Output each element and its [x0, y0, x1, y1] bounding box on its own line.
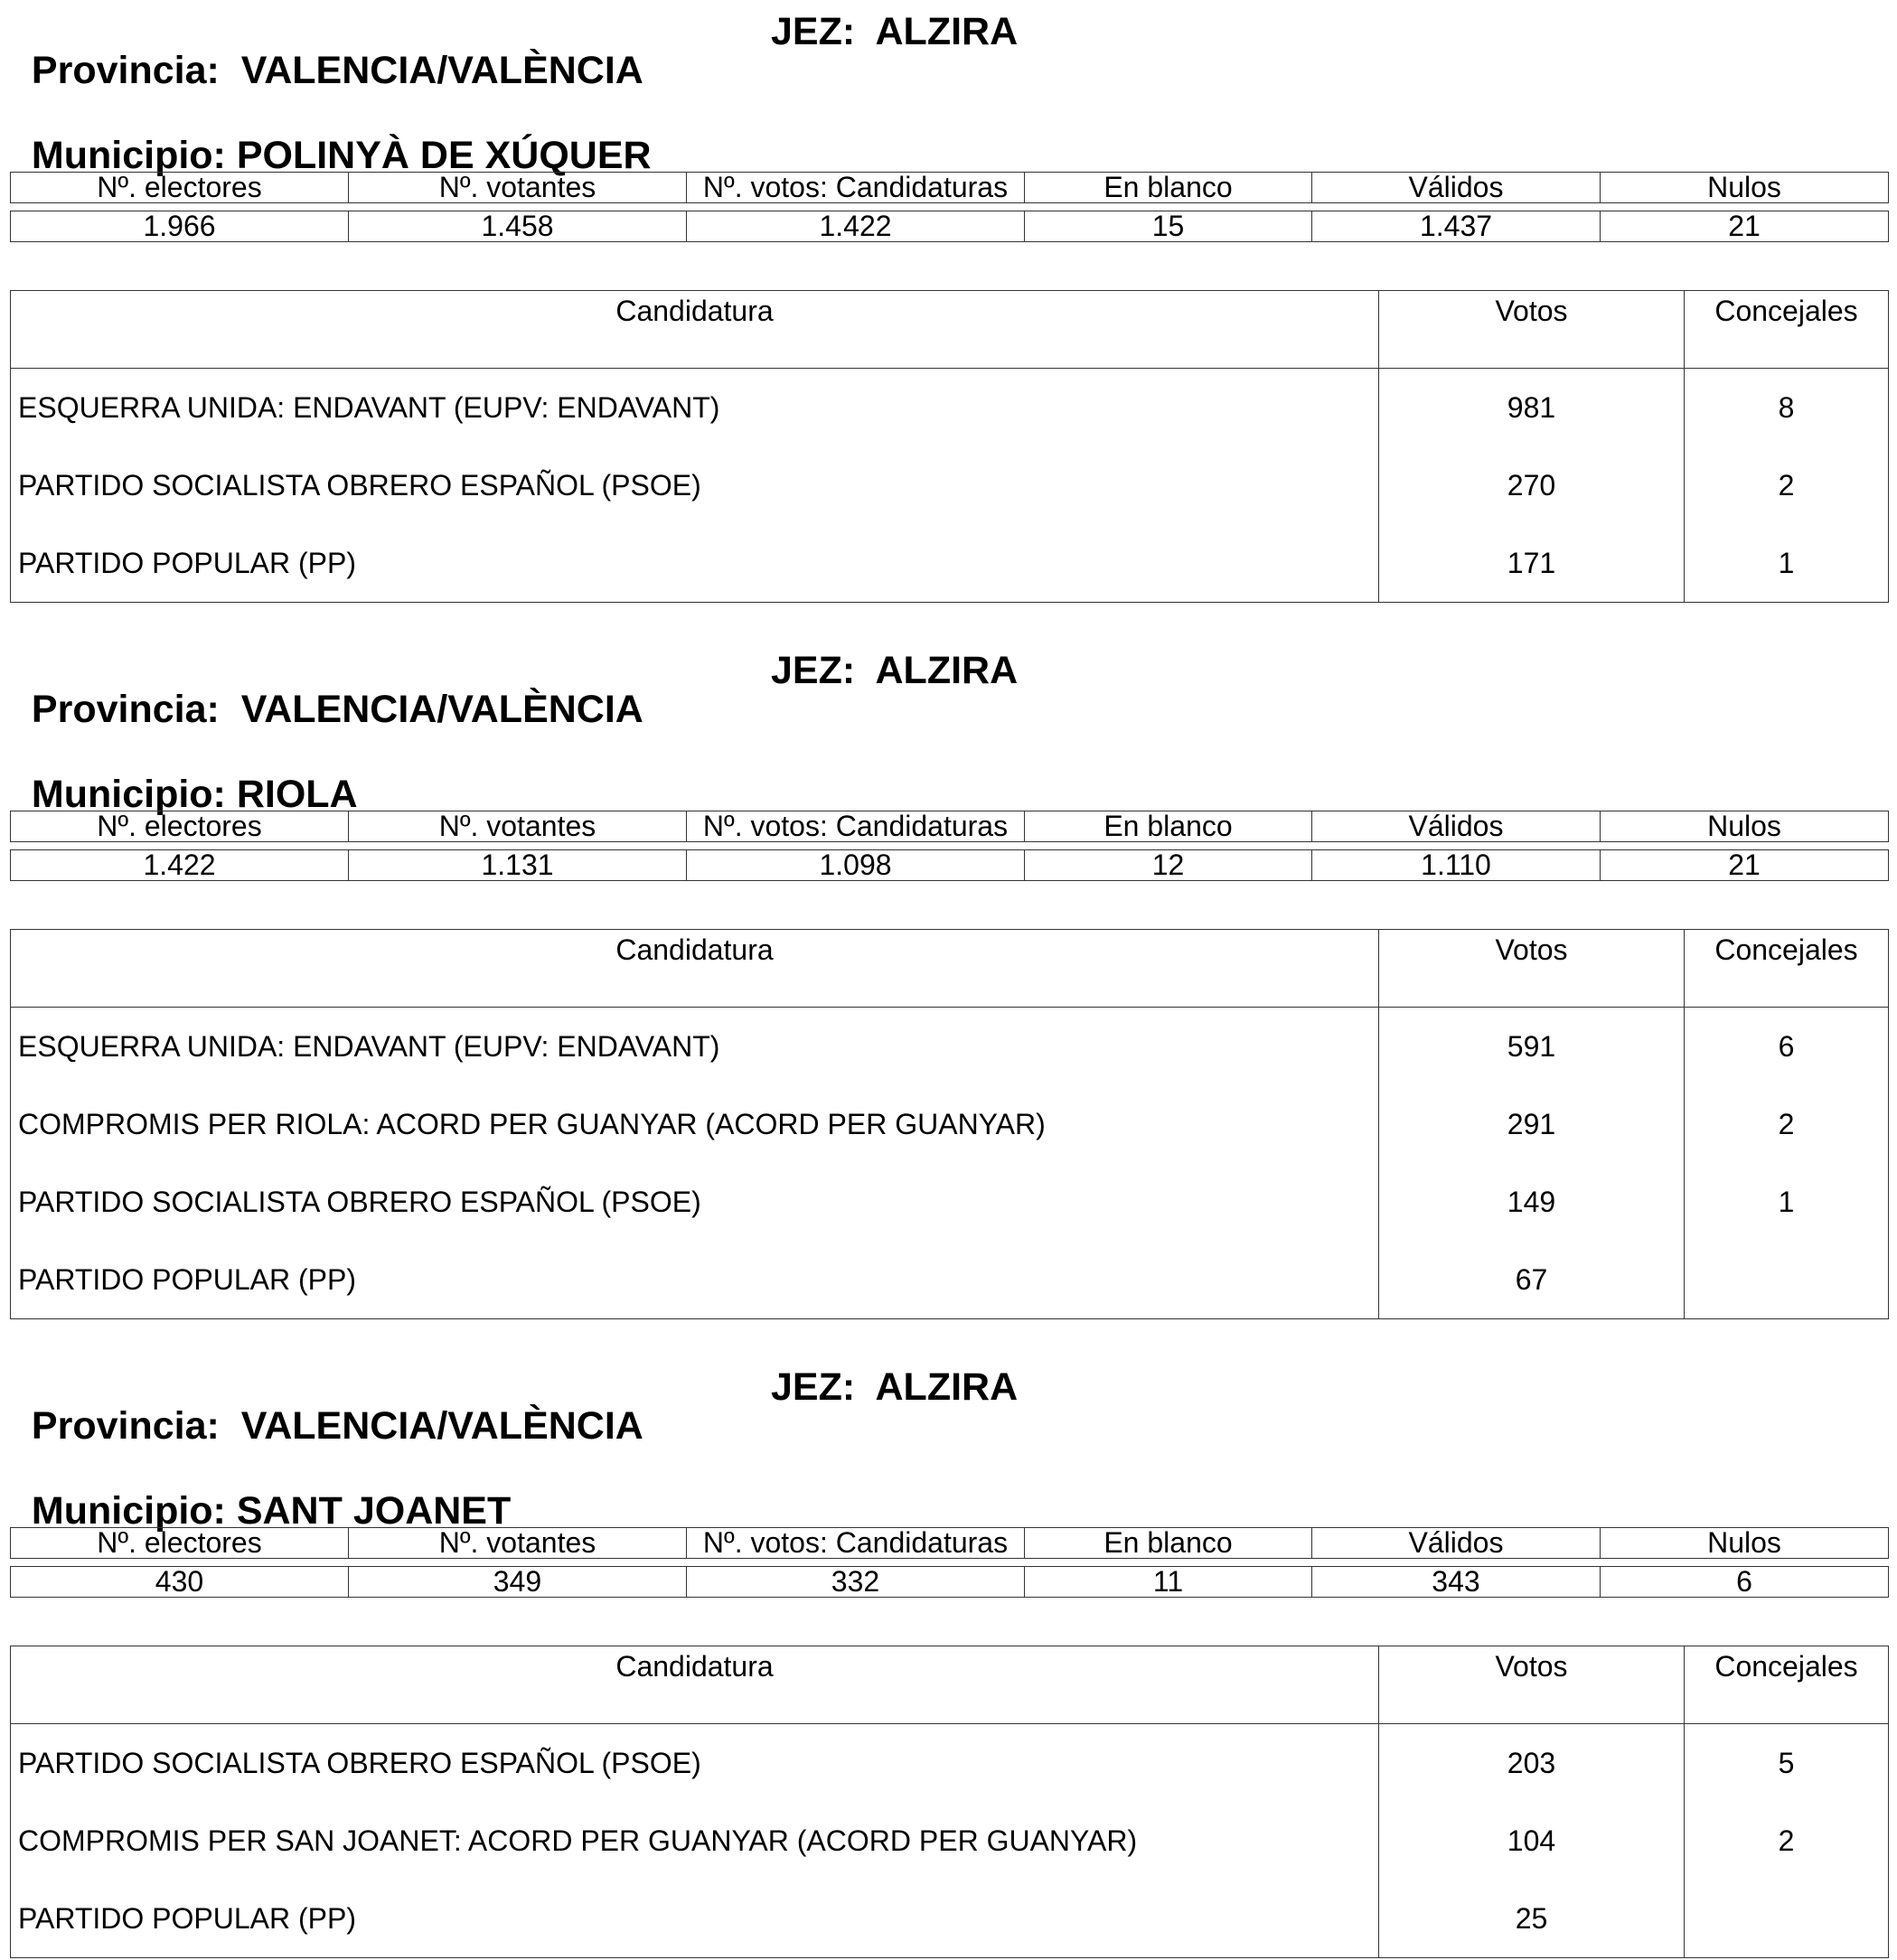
table-row [11, 1241, 1889, 1319]
candidaturas-header-row [11, 1646, 1889, 1724]
candidatura-name: PARTIDO POPULAR (PP) [11, 1880, 1379, 1958]
stats-header: En blanco [1025, 173, 1312, 203]
stats-value-row [11, 211, 1889, 242]
candidaturas-header-row [11, 291, 1889, 369]
header-concejales: Concejales [1685, 1646, 1889, 1724]
candidatura-concejales: 8 [1685, 369, 1889, 447]
stats-value-votantes: 1.131 [349, 850, 687, 881]
table-row [11, 1802, 1889, 1880]
municipio-label: Municipio: [31, 1489, 226, 1533]
candidatura-concejales [1685, 1880, 1889, 1958]
municipio-value: RIOLA [236, 773, 358, 816]
stats-header: Nº. votos: Candidaturas [687, 811, 1025, 842]
municipio-heading [10, 736, 358, 814]
stats-value-electores: 1.966 [11, 211, 349, 242]
header-votos: Votos [1379, 1646, 1685, 1724]
municipio-label: Municipio: [31, 773, 226, 816]
municipio-value: POLINYÀ DE XÚQUER [236, 134, 652, 177]
stats-value-nulos: 6 [1601, 1567, 1889, 1598]
table-row [11, 1008, 1889, 1086]
stats-header: Nº. electores [11, 811, 349, 842]
jez-heading [771, 10, 1019, 53]
candidatura-votos: 270 [1379, 446, 1685, 524]
stats-value-nulos: 21 [1601, 211, 1889, 242]
candidatura-votos: 25 [1379, 1880, 1685, 1958]
candidaturas-table [10, 290, 1889, 603]
jez-value: ALZIRA [875, 1365, 1019, 1409]
stats-value-votantes: 1.458 [349, 211, 687, 242]
stats-header: Nº. votos: Candidaturas [687, 173, 1025, 203]
stats-header: Nº. electores [11, 173, 349, 203]
stats-value-validos: 343 [1312, 1567, 1601, 1598]
header-candidatura: Candidatura [11, 1646, 1379, 1724]
table-row [11, 524, 1889, 603]
jez-value: ALZIRA [875, 10, 1019, 53]
stats-value-candidaturas: 332 [687, 1567, 1025, 1598]
candidatura-votos: 104 [1379, 1802, 1685, 1880]
provincia-value: VALENCIA/VALÈNCIA [240, 49, 643, 92]
stats-value-candidaturas: 1.098 [687, 850, 1025, 881]
candidatura-votos: 591 [1379, 1008, 1685, 1086]
stats-value-electores: 430 [11, 1567, 349, 1598]
header-votos: Votos [1379, 291, 1685, 369]
candidatura-name: PARTIDO POPULAR (PP) [11, 524, 1379, 603]
stats-header: Nº. votos: Candidaturas [687, 1528, 1025, 1559]
table-row [11, 1724, 1889, 1803]
stats-header: En blanco [1025, 811, 1312, 842]
candidatura-name: PARTIDO SOCIALISTA OBRERO ESPAÑOL (PSOE) [11, 1163, 1379, 1241]
stats-value-blanco: 15 [1025, 211, 1312, 242]
candidatura-name: COMPROMIS PER RIOLA: ACORD PER GUANYAR (ACORD PER GUANYAR) [11, 1085, 1379, 1163]
provincia-label: Provincia: [31, 688, 220, 731]
candidaturas-table [10, 929, 1889, 1319]
municipio-heading [10, 1453, 511, 1531]
stats-header: Nº. votantes [349, 811, 687, 842]
stats-header: Nulos [1601, 173, 1889, 203]
stats-header: Nulos [1601, 811, 1889, 842]
jez-label: JEZ: [771, 649, 856, 692]
candidatura-concejales: 1 [1685, 524, 1889, 603]
header-concejales: Concejales [1685, 291, 1889, 369]
candidatura-votos: 203 [1379, 1724, 1685, 1803]
candidatura-concejales: 2 [1685, 1085, 1889, 1163]
stats-header: Nº. electores [11, 1528, 349, 1559]
stats-header: Válidos [1312, 1528, 1601, 1559]
table-row [11, 446, 1889, 524]
stats-header: Nº. votantes [349, 1528, 687, 1559]
stats-value-blanco: 12 [1025, 850, 1312, 881]
stats-table [10, 172, 1889, 242]
header-candidatura: Candidatura [11, 930, 1379, 1008]
candidaturas-table [10, 1646, 1889, 1958]
stats-value-nulos: 21 [1601, 850, 1889, 881]
candidatura-name: COMPROMIS PER SAN JOANET: ACORD PER GUANYAR (ACORD PER GUANYAR) [11, 1802, 1379, 1880]
jez-value: ALZIRA [875, 649, 1019, 692]
candidatura-votos: 149 [1379, 1163, 1685, 1241]
stats-table [10, 811, 1889, 881]
stats-table [10, 1527, 1889, 1598]
provincia-value: VALENCIA/VALÈNCIA [240, 1404, 643, 1448]
stats-header-row [11, 1528, 1889, 1559]
stats-header-row [11, 811, 1889, 842]
jez-label: JEZ: [771, 10, 856, 53]
candidatura-concejales: 2 [1685, 446, 1889, 524]
jez-label: JEZ: [771, 1365, 856, 1409]
candidatura-concejales [1685, 1241, 1889, 1319]
provincia-value: VALENCIA/VALÈNCIA [240, 688, 643, 731]
stats-value-candidaturas: 1.422 [687, 211, 1025, 242]
jez-heading [771, 1365, 1019, 1409]
table-row [11, 1880, 1889, 1958]
stats-header: Válidos [1312, 811, 1601, 842]
candidatura-name: PARTIDO POPULAR (PP) [11, 1241, 1379, 1319]
stats-header: Válidos [1312, 173, 1601, 203]
candidatura-concejales: 5 [1685, 1724, 1889, 1803]
candidatura-concejales: 2 [1685, 1802, 1889, 1880]
municipio-value: SANT JOANET [236, 1489, 512, 1533]
candidatura-concejales: 6 [1685, 1008, 1889, 1086]
municipio-label: Municipio: [31, 134, 226, 177]
municipio-heading [10, 98, 652, 175]
jez-heading [771, 649, 1019, 692]
stats-header: Nº. votantes [349, 173, 687, 203]
stats-header: En blanco [1025, 1528, 1312, 1559]
stats-value-validos: 1.437 [1312, 211, 1601, 242]
provincia-label: Provincia: [31, 1404, 220, 1448]
stats-value-row [11, 850, 1889, 881]
candidatura-name: PARTIDO SOCIALISTA OBRERO ESPAÑOL (PSOE) [11, 446, 1379, 524]
stats-header-row [11, 173, 1889, 203]
provincia-label: Provincia: [31, 49, 220, 92]
candidatura-name: ESQUERRA UNIDA: ENDAVANT (EUPV: ENDAVANT) [11, 369, 1379, 447]
candidatura-votos: 981 [1379, 369, 1685, 447]
stats-value-electores: 1.422 [11, 850, 349, 881]
table-row [11, 1163, 1889, 1241]
candidatura-votos: 291 [1379, 1085, 1685, 1163]
candidaturas-header-row [11, 930, 1889, 1008]
candidatura-name: PARTIDO SOCIALISTA OBRERO ESPAÑOL (PSOE) [11, 1724, 1379, 1803]
table-row [11, 1085, 1889, 1163]
candidatura-votos: 171 [1379, 524, 1685, 603]
stats-value-votantes: 349 [349, 1567, 687, 1598]
stats-value-row [11, 1567, 1889, 1598]
header-candidatura: Candidatura [11, 291, 1379, 369]
stats-header: Nulos [1601, 1528, 1889, 1559]
candidatura-name: ESQUERRA UNIDA: ENDAVANT (EUPV: ENDAVANT) [11, 1008, 1379, 1086]
table-row [11, 369, 1889, 447]
header-concejales: Concejales [1685, 930, 1889, 1008]
stats-value-validos: 1.110 [1312, 850, 1601, 881]
header-votos: Votos [1379, 930, 1685, 1008]
candidatura-concejales: 1 [1685, 1163, 1889, 1241]
candidatura-votos: 67 [1379, 1241, 1685, 1319]
stats-value-blanco: 11 [1025, 1567, 1312, 1598]
